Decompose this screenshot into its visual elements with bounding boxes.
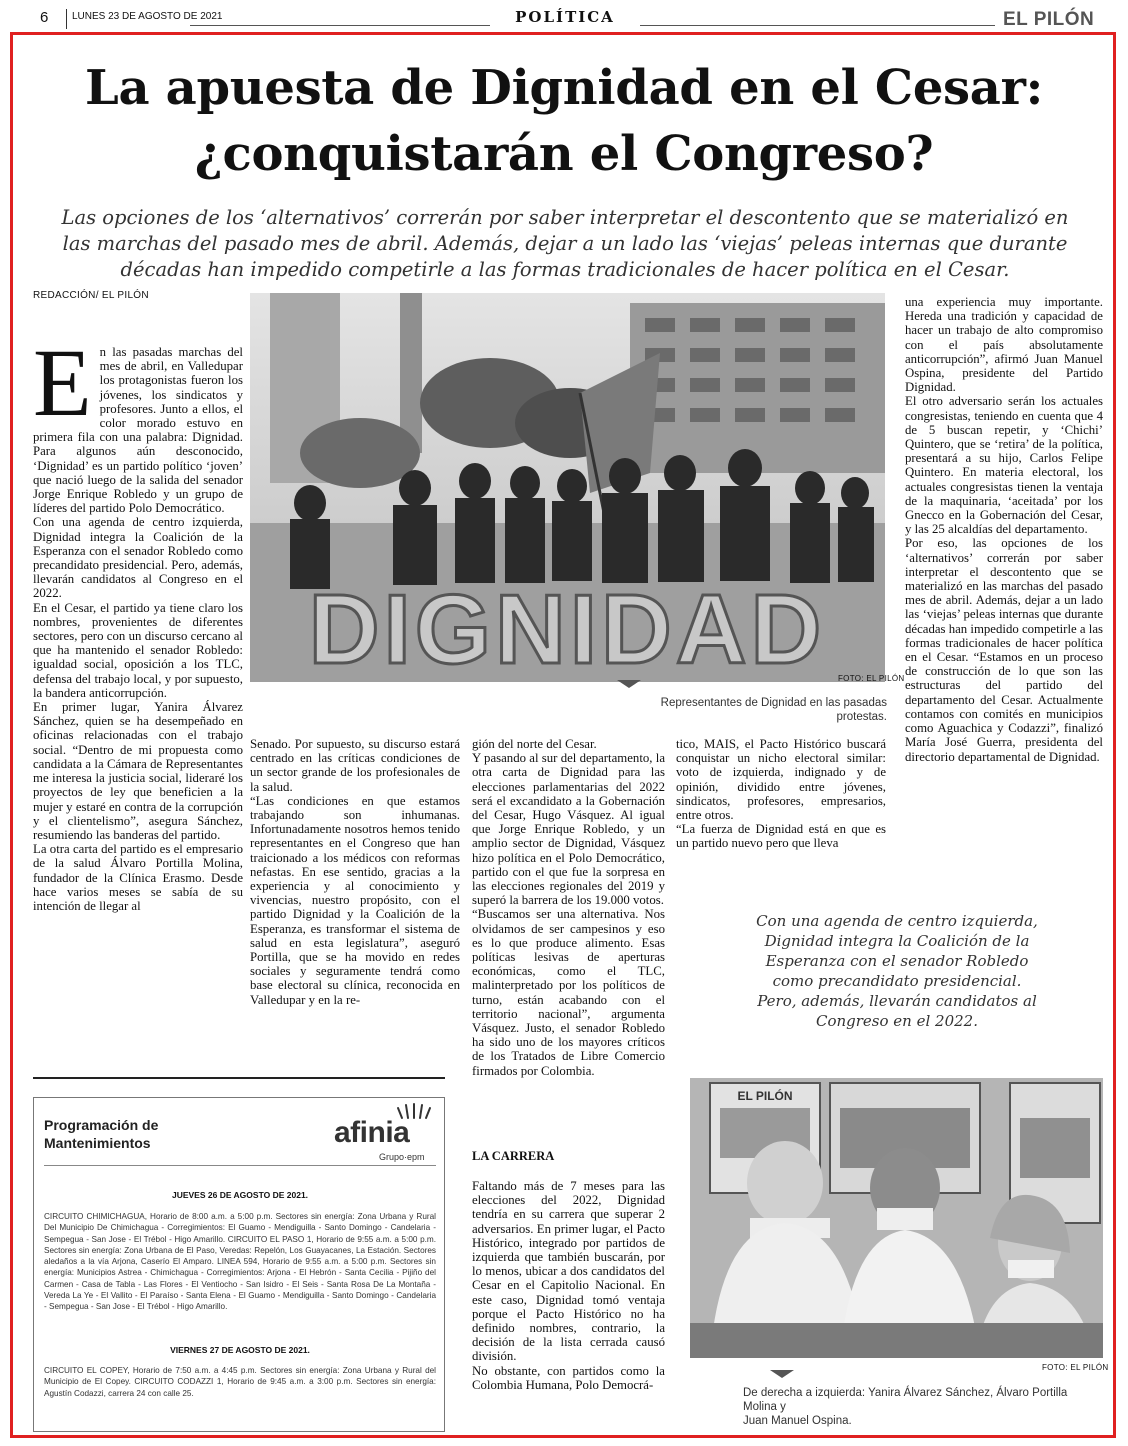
headline xyxy=(20,55,1108,187)
photo-caption xyxy=(743,1386,1103,1428)
article-column-3-continued xyxy=(472,1179,665,1392)
header-rule-right xyxy=(640,25,995,26)
ad-date: VIERNES 27 DE AGOSTO DE 2021. xyxy=(170,1345,310,1355)
photo-caption: Representantes de Dignidad en las pasadas protestas. xyxy=(660,697,887,723)
paragraph: La otra carta del partido es el empresario de la salud Álvaro Portilla Molina, fundador de la Clínica Erasmo. Desde hace varios meses se sabía de su intención de llegar al xyxy=(33,842,243,913)
photo-caption-line: De derecha a izquierda: Yanira Álvarez Sánchez, Álvaro Portilla Molina y xyxy=(743,1387,1068,1413)
pull-quote-line: Dignidad integra la Coalición de la xyxy=(764,932,1030,950)
header-divider xyxy=(66,9,67,29)
deck-line-2: las marchas del pasado mes de abril. Además, dejar a un lado las ‘viejas’ peleas internas que durante xyxy=(62,232,1068,255)
issue-date: LUNES 23 DE AGOSTO DE 2021 xyxy=(72,11,223,22)
pull-quote-line: Con una agenda de centro izquierda, xyxy=(756,912,1038,930)
paragraph: Por eso, las opciones de los ‘alternativos’ correrán por saber interpretar el descontento que se materializó en las marchas del pasado mes de abril. Además, dejar a un lado las ‘viejas’ peleas internas que durante décadas han impedido competirle a las formas tradicionales de hacer política en el Cesar. “Estamos en un proceso de construcción de lo que son las estructuras del partido del departamento del Cesar. Actualmente contamos con comités en municipios como Aguachica y Codazzi”, finalizó María José Guerra, presidenta del directorio departamental de Dignidad. xyxy=(905,536,1103,764)
ad-body: CIRCUITO EL COPEY, Horario de 7:50 a.m. a 4:45 p.m. Sectores sin energía: Zona Urbana y Rural del Municipio de El Copey. CIRCUITO CODAZZI 1, Horario de 9:45 a.m. a 3:00 p.m. Sectores sin energía: Agustín Codazzi, carrera 24 con calle 25. xyxy=(44,1366,436,1398)
paragraph: El otro adversario serán los actuales congresistas, teniendo en cuenta que 4 de 5 buscan repetir, y ‘Chichi’ Quintero, que se ‘retira’ de la política, presentará a su hijo, Carlos Felipe Quintero. En materia electoral, los actuales congresistas tienen la ventaja de la maquinaria, ‘aceitada’ por los Gnecco en la Gobernación del Cesar, y las 25 alcaldías del departamento. xyxy=(905,394,1103,537)
framed-paper-masthead: EL PILÓN xyxy=(737,1089,793,1103)
afinia-logo: afinia xyxy=(334,1116,410,1149)
paragraph: “Buscamos ser una alternativa. Nos olvidamos de ser campesinos y eso es lo que produce alimento. Esas políticas lesivas de aperturas económicas, como el TLC, malinterpretado por los políticos de turno, están acabando con el territorio nacional”, argumenta Vásquez. Justo, el senador Robledo ha sido uno de los mayores críticos de los Tratados de Libre Comercio firmados por Colombia. xyxy=(472,907,665,1078)
ad-body: CIRCUITO CHIMICHAGUA, Horario de 8:00 a.m. a 5:00 p.m. Sectores sin energía: Zona Urbana y Rural Del Municipio De Chimichagua - Corregimientos: El Guamo - Mendiguilla - Santo Domingo - Candelaria - Sempegua - San Jose - El Trébol - Higo Amarillo. CIRCUITO EL PASO 1, Horario de 9:55 a.m. a 5:00 p.m. Sectores sin energía: Zona Urbana de El Paso, Veredas: Repelón, Los Guayacanes, La Estación. Sectores aledaños a la vía Arjona, Caserío El Amparo. LINEA 594, Horario de 9:55 a.m. a 5:00 p.m. Sectores sin energía: Municipios Astrea - Chimichagua - Corregimientos: Arjona - El Hebrón - Santa Cecilia - Pijiño del Carmen - Casa de Tabla - Las Flores - El Ventiocho - San Isidro - El Seis - Santa Rosa De La Montaña - Vereda La Ye - El Vallito - El Paraíso - Santa Elena - El Guamo - Mendiguilla - Santo Domingo - Candelaria - Sempegua - San Jose - El Trébol - Higo Amarillo. xyxy=(44,1212,436,1312)
paragraph: Faltando más de 7 meses para las elecciones del 2022, Dignidad tendría en su carrera que superar 2 adversarios. En primer lugar, el Pacto Histórico, integrado por partidos de izquierda que también buscarán, por lo menos, ubicar a dos candidatos del Cesar en el Capitolio Nacional. En este caso, Dignidad tomó ventaja porque el Pacto Histórico no ha definido nombres, contrario, la decisión de la lista cerrada causó división. xyxy=(472,1179,665,1364)
headline-line-1: La apuesta de Dignidad en el Cesar: xyxy=(85,60,1043,116)
article-column-1 xyxy=(33,329,243,913)
afinia-logo-sub: Grupo·epm xyxy=(379,1152,425,1162)
paragraph: Con una agenda de centro izquierda, Dignidad integra la Coalición de la Esperanza con el senador Robledo como precandidato presidencial. Pero, además, llevarán candidatos al Congreso en el 2022. xyxy=(33,515,243,601)
article-column-2 xyxy=(250,737,460,1007)
pull-quote-line: Congreso en el 2022. xyxy=(815,1012,978,1030)
maintenance-ad xyxy=(33,1097,445,1432)
subheading: LA CARRERA xyxy=(472,1149,555,1163)
paragraph: n las pasadas marchas del mes de abril, en Valledupar los protagonistas fueron los jóvenes, los sindicatos y profesores. Junto a ellos, el color morado estuvo en primera fila con una palabra: Dignidad. Para algunos aún desconocido, ‘Dignidad’ es un partido político ‘joven’ que nació luego de la salida del senador Jorge Enrique Robledo y un grupo de líderes del partido Polo Democrático. xyxy=(33,345,243,516)
paragraph: Senado. Por supuesto, su discurso estará centrado en las críticas condiciones de un sector grande de los profesionales de la salud. xyxy=(250,737,460,794)
article-column-5 xyxy=(905,295,1103,764)
dignidad-sign: DIGNIDAD xyxy=(308,574,826,682)
drop-cap: E xyxy=(33,329,92,436)
paragraph: Y pasando al sur del departamento, la otra carta de Dignidad para las elecciones parlamentarias del 2022 será el excandidato a la Gobernación del Cesar, Hugo Vásquez. Al igual que Jorge Enrique Robledo, y un amplio sector de Dignidad, Vásquez hizo política en el Polo Democrático, partido con el que fue la sorpresa en las elecciones regionales del 2019 y superó la barrera de los 19.000 votos. xyxy=(472,751,665,908)
paragraph: una experiencia muy importante. Hereda una tradición y capacidad de hacer un trabajo de alto compromiso con el país absolutamente anticorrupción”, afirmó Juan Manuel Ospina, presidente del Partido Dignidad. xyxy=(905,295,1103,395)
headline-line-2: ¿conquistarán el Congreso? xyxy=(194,126,934,182)
ad-separator xyxy=(33,1077,445,1079)
paragraph: En primer lugar, Yanira Álvarez Sánchez, quien se ha desempeñado en oficinas relacionadas con el trabajo social. “Dentro de mi propuesta como candidata a la Cámara de Representantes me interesa la justicia social, lideraré los proyectos de ley que beneficien a la mujer y estaré en contra de la corrupción y el clientelismo”, asegura Sánchez, resumiendo las banderas del partido. xyxy=(33,700,243,842)
pull-quote-line: Esperanza con el senador Robledo xyxy=(765,952,1029,970)
page-number: 6 xyxy=(40,9,49,26)
candidates-photo xyxy=(690,1078,1103,1358)
candidates-photo-image xyxy=(690,1078,1103,1358)
ad-title xyxy=(44,1116,158,1152)
header-rule-left xyxy=(190,25,490,26)
caption-pointer-icon xyxy=(617,680,641,688)
ad-title-line: Mantenimientos xyxy=(44,1135,151,1151)
photo-credit: FOTO: EL PILÓN xyxy=(1042,1363,1109,1372)
ad-date: JUEVES 26 DE AGOSTO DE 2021. xyxy=(171,1190,309,1200)
pull-quote xyxy=(712,911,1082,1031)
ad-divider xyxy=(44,1165,436,1166)
newspaper-brand: EL PILÓN xyxy=(1003,9,1095,30)
ad-title-line: Programación de xyxy=(44,1117,159,1133)
deck xyxy=(30,205,1100,283)
paragraph: “Las condiciones en que estamos trabajando son inhumanas. Infortunadamente nosotros hemos tenido representantes en el Congreso que han traicionado a los médicos con reformas nefastas. En ese sentido, gracias a la experiencia y al conocimiento y vivencias, nuestro propósito, con el partido Dignidad y la Coalición de la Esperanza, es transformar el sistema de salud en esta legislatura”, aseguró Portilla, que se ha movido en redes sociales y seguramente tendrá como base electoral su clínica, reconocida en Valledupar y en la re- xyxy=(250,793,460,1007)
protest-photo-image xyxy=(250,293,885,682)
protest-photo xyxy=(250,293,885,682)
article-column-3 xyxy=(472,737,665,1078)
pull-quote-line: Pero, además, llevarán candidatos al xyxy=(757,992,1037,1010)
page-header xyxy=(0,0,1128,32)
paragraph: No obstante, con partidos como la Colombia Humana, Polo Democrá- xyxy=(472,1363,665,1392)
paragraph: gión del norte del Cesar. xyxy=(472,737,597,751)
article-column-4 xyxy=(676,737,886,851)
deck-line-1: Las opciones de los ‘alternativos’ correrán por saber interpretar el descontento que se materializó en xyxy=(61,206,1069,229)
photo-credit: FOTO: EL PILÓN xyxy=(838,674,905,683)
section-name: POLÍTICA xyxy=(515,8,615,26)
pull-quote-line: como precandidato presidencial. xyxy=(772,972,1022,990)
caption-pointer-icon xyxy=(770,1370,794,1378)
photo-caption-line: Juan Manuel Ospina. xyxy=(743,1415,852,1427)
byline: REDACCIÓN/ EL PILÓN xyxy=(33,290,149,301)
paragraph: En el Cesar, el partido ya tiene claro los nombres, provenientes de diferentes sectores, pero con un discurso cercano al que ha mantenido el senador Robledo: igualdad social, oposición a los TLC, defensa del trabajo local, y por supuesto, la bandera anticorrupción. xyxy=(33,600,243,700)
deck-line-3: décadas han impedido competirle a las formas tradicionales de hacer política en el Cesar. xyxy=(120,258,1010,281)
paragraph: tico, MAIS, el Pacto Histórico buscará conquistar un nicho electoral similar: voto de izquierda, indignado y de opinión, dividido entre jóvenes, sindicatos, profesores, empresarios, entre otros. xyxy=(676,737,886,823)
paragraph: “La fuerza de Dignidad está en que es un partido nuevo pero que lleva xyxy=(676,822,886,851)
